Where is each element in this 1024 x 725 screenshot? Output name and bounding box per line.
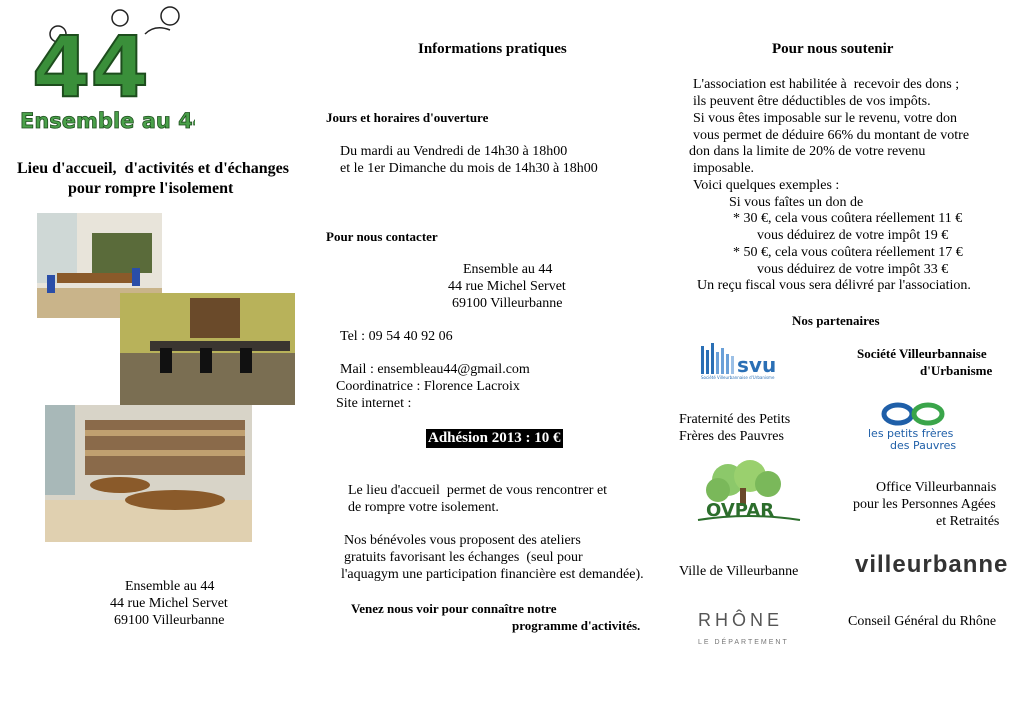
logo-44 <box>20 4 195 134</box>
para2-line-3: l'aquagym une participation financière est demandée). <box>341 567 644 582</box>
hours-line-1: Du mardi au Vendredi de 14h30 à 18h00 <box>340 144 568 159</box>
villeurbanne-logo: villeurbanne <box>855 551 1009 578</box>
rhone-logo <box>698 610 804 650</box>
support-line-6: imposable. <box>693 161 755 176</box>
photo-computer-room <box>120 293 295 405</box>
para1-line-1: Le lieu d'accueil permet de vous rencontrer et <box>348 483 608 498</box>
hours-heading: Jours et horaires d'ouverture <box>326 110 489 125</box>
hours-line-2: et le 1er Dimanche du mois de 14h30 à 18h00 <box>340 161 598 176</box>
svu-logo <box>699 340 809 380</box>
partners-heading: Nos partenaires <box>792 313 880 328</box>
conseil-general: Conseil Général du Rhône <box>848 614 997 629</box>
svu-logo-subtitle: Société Villeurbannaise d'Urbanisme <box>701 375 775 380</box>
petits-freres-logo <box>866 402 976 452</box>
ovpar-name-line-1: Office Villeurbannais <box>876 480 997 495</box>
para1-line-2: de rompre votre isolement. <box>348 500 499 515</box>
support-line-3: Si vous êtes imposable sur le revenu, votre don <box>693 111 958 126</box>
support-line-4: vous permet de déduire 66% du montant de votre <box>693 128 970 143</box>
ville-villeurbanne: Ville de Villeurbanne <box>679 564 799 579</box>
ovpar-name-line-2: pour les Personnes Agées <box>853 497 996 512</box>
cta-line-2: programme d'activités. <box>512 618 641 633</box>
rhone-logo-subtitle: LE DÉPARTEMENT <box>698 639 789 646</box>
contact-heading: Pour nous contacter <box>326 229 438 244</box>
logo-number: 44 <box>32 18 149 116</box>
support-line-5: don dans la limite de 20% de votre revenu <box>689 144 926 159</box>
contact-address-line-2: 44 rue Michel Servet <box>448 279 566 294</box>
ovpar-logo <box>688 460 806 526</box>
rhone-logo-text: RHÔNE <box>698 610 784 630</box>
cta-line-1: Venez nous voir pour connaître notre <box>351 601 557 616</box>
petits-freres-logo-line-1: les petits frères <box>868 427 954 440</box>
support-line-12: vous déduirez de votre impôt 33 € <box>757 262 949 277</box>
soutenir-title: Pour nous soutenir <box>772 41 894 57</box>
photo-library-room <box>45 405 252 542</box>
telephone: Tel : 09 54 40 92 06 <box>340 329 453 344</box>
svu-name-line-2: d'Urbanisme <box>920 363 993 378</box>
support-line-8: Si vous faîtes un don de <box>729 195 864 210</box>
support-line-10: vous déduirez de votre impôt 19 € <box>757 228 949 243</box>
ovpar-name-line-3: et Retraités <box>936 514 1000 529</box>
para2-line-1: Nos bénévoles vous proposent des ateliers <box>344 533 581 548</box>
tagline-line-1: Lieu d'accueil, d'activités et d'échanges <box>17 160 289 177</box>
coordinator: Coordinatrice : Florence Lacroix <box>336 379 520 394</box>
support-line-1: L'association est habilitée à recevoir des dons ; <box>693 77 960 92</box>
ovpar-logo-text: OVPAR <box>706 500 775 521</box>
left-address-line-2: 44 rue Michel Servet <box>110 596 228 611</box>
fraternite-line-1: Fraternité des Petits <box>679 412 791 427</box>
support-line-11: * 50 €, cela vous coûtera réellement 17 € <box>733 245 963 260</box>
svu-name-line-1: Société Villeurbannaise <box>857 346 987 361</box>
contact-address-line-1: Ensemble au 44 <box>463 262 553 277</box>
tagline-line-2: pour rompre l'isolement <box>68 180 234 197</box>
para2-line-2: gratuits favorisant les échanges (seul pour <box>344 550 583 565</box>
logo-text: Ensemble au 44 <box>20 109 195 133</box>
support-line-9: * 30 €, cela vous coûtera réellement 11 € <box>733 211 963 226</box>
informations-title: Informations pratiques <box>418 41 567 57</box>
left-address-line-3: 69100 Villeurbanne <box>114 613 225 628</box>
adhesion-badge: Adhésion 2013 : 10 € <box>428 430 561 446</box>
svu-logo-text: svu <box>737 353 777 377</box>
website-label: Site internet : <box>336 396 412 411</box>
petits-freres-logo-line-2: des Pauvres <box>890 439 957 452</box>
support-line-2: ils peuvent être déductibles de vos impôts. <box>693 94 931 109</box>
contact-address-line-3: 69100 Villeurbanne <box>452 296 563 311</box>
left-address-line-1: Ensemble au 44 <box>125 579 215 594</box>
fraternite-line-2: Frères des Pauvres <box>679 429 784 444</box>
support-line-7: Voici quelques exemples : <box>693 178 840 193</box>
email[interactable]: Mail : ensembleau44@gmail.com <box>340 362 530 377</box>
support-line-13: Un reçu fiscal vous sera délivré par l'association. <box>697 278 971 293</box>
